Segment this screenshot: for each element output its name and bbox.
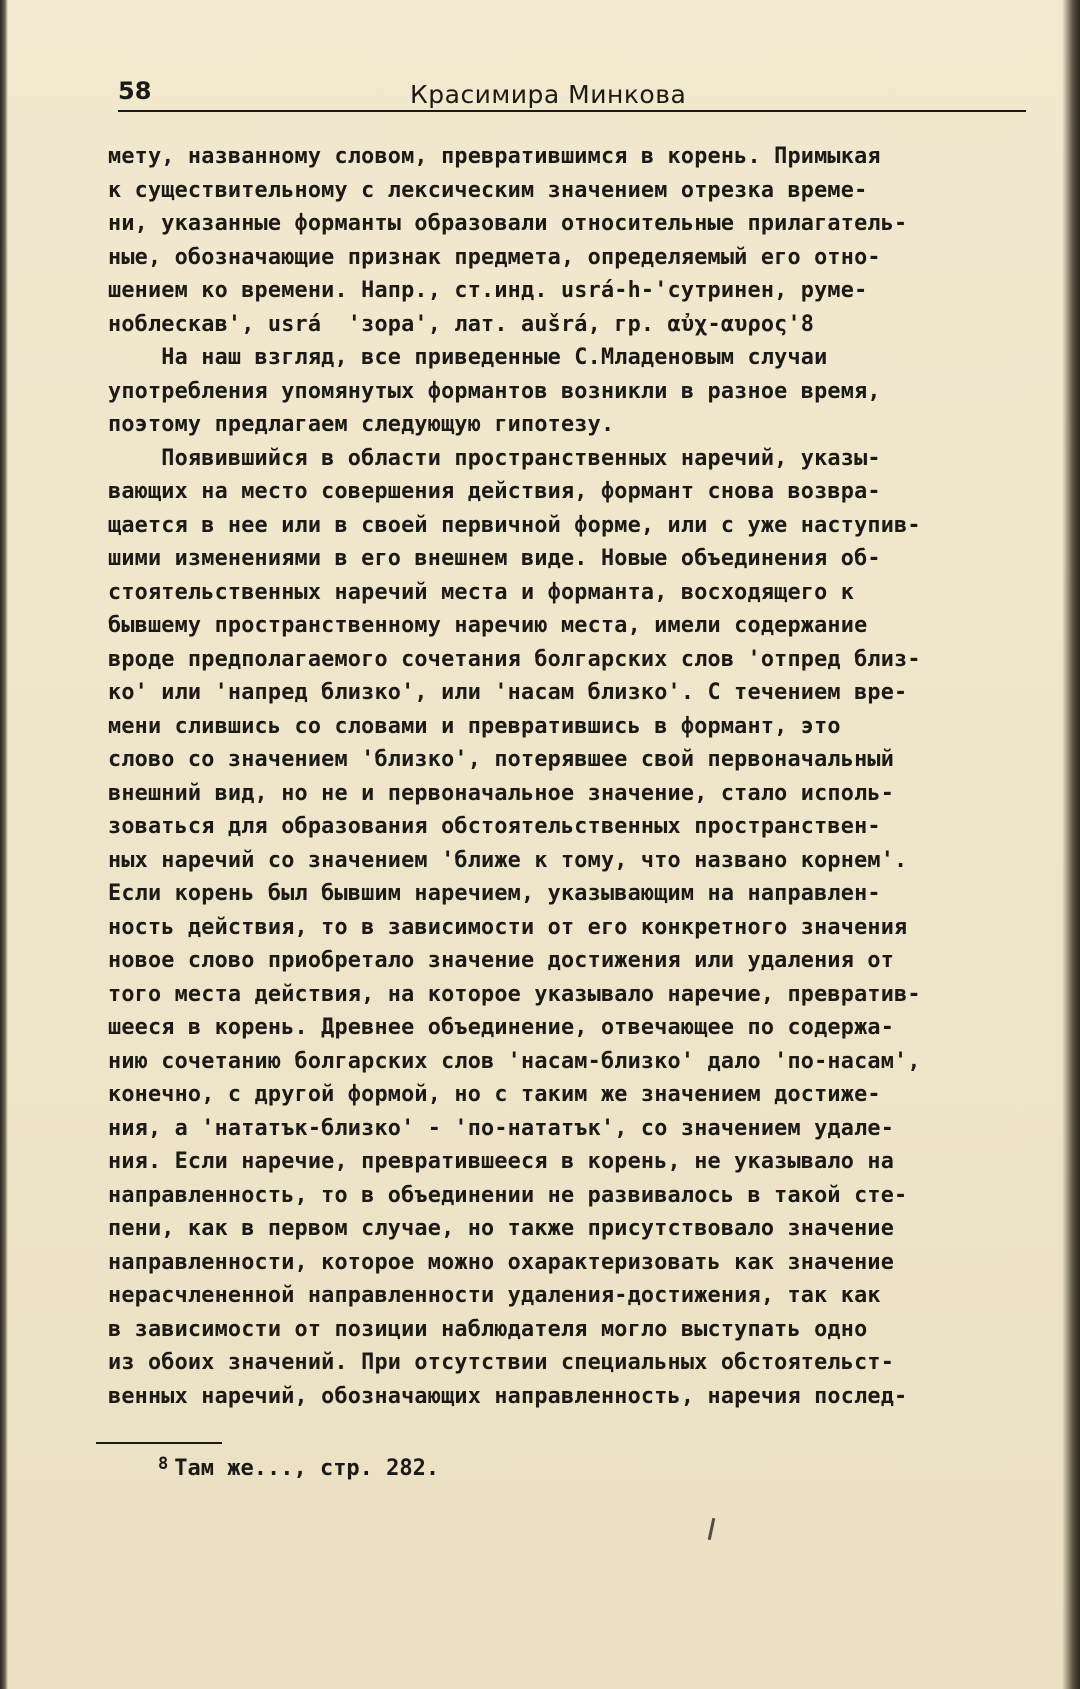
text-line: вающих на место совершения действия, формант снова возвра- xyxy=(108,479,881,504)
text-line: вроде предполагаемого сочетания болгарских слов 'отпред близ- xyxy=(108,646,921,672)
header-rule xyxy=(118,110,1026,112)
text-line: конечно, с другой формой, но с таким же значением достиже- xyxy=(108,1082,881,1107)
text-line: из обоих значений. При отсутствии специальных обстоятельст- xyxy=(108,1350,895,1375)
text-line: ноблескав', usrá 'зора', лат. aušrá, гр. αὐχ-αυρος'8 xyxy=(108,311,815,337)
text-line: зоваться для образования обстоятельственных пространствен- xyxy=(108,814,881,839)
text-line: стоятельственных наречий места и форманта, восходящего к xyxy=(108,579,855,605)
text-line: ния. Если наречие, превратившееся в корень, не указывало на xyxy=(108,1149,895,1174)
text-line: внешний вид, но не и первоначальное значение, стало исполь- xyxy=(108,780,895,806)
text-line: пени, как в первом случае, но также присутствовало значение xyxy=(108,1216,895,1241)
text-line: шееся в корень. Древнее объединение, отвечающее по содержа- xyxy=(108,1015,895,1040)
page-edge-shadow-left xyxy=(0,0,8,1689)
text-line: в зависимости от позиции наблюдателя могло выступать одно xyxy=(108,1316,868,1342)
body-text xyxy=(108,140,1038,1413)
text-line: того места действия, на которое указывало наречие, превратив- xyxy=(108,981,921,1007)
footnote-number: 8 xyxy=(158,1454,169,1474)
text-line: слово со значением 'близко', потерявшее свой первоначальный xyxy=(108,747,895,772)
footnote-rule xyxy=(96,1442,222,1444)
text-line: новое слово приобретало значение достижения или удаления от xyxy=(108,948,895,973)
text-line: нию сочетанию болгарских слов 'насам-близко' дало 'по-насам', xyxy=(108,1048,921,1074)
text-line: направленность, то в объединении не развивалось в такой сте- xyxy=(108,1182,908,1208)
page-header xyxy=(118,76,1026,116)
text-line: Если корень был бывшим наречием, указывающим на направлен- xyxy=(108,881,881,906)
text-line: На наш взгляд, все приведенные С.Младеновым случаи xyxy=(108,345,828,370)
text-line: бывшему пространственному наречию места, имели содержание xyxy=(108,613,868,638)
text-line: ных наречий со значением 'ближе к тому, что названо корнем'. xyxy=(108,847,908,873)
text-line: ность действия, то в зависимости от его конкретного значения xyxy=(108,914,908,940)
page-number: 58 xyxy=(118,77,152,105)
footnote xyxy=(158,1452,439,1487)
running-title: Красимира Минкова xyxy=(410,80,687,109)
text-line: шими изменениями в его внешнем виде. Новые объединения об- xyxy=(108,546,881,571)
text-line: ни, указанные форманты образовали относительные прилагатель- xyxy=(108,211,908,236)
footnote-text: Там же..., стр. 282. xyxy=(174,1456,440,1481)
text-line: употребления упомянутых формантов возникли в разное время, xyxy=(108,378,881,404)
text-line: поэтому предлагаем следующую гипотезу. xyxy=(108,412,615,437)
text-line: ния, а 'нататък-близко' - 'по-нататък', со значением удале- xyxy=(108,1115,895,1141)
text-line: ные, обозначающие признак предмета, определяемый его отно- xyxy=(108,244,881,270)
text-line: мету, названному словом, превратившимся в корень. Примыкая xyxy=(108,144,881,169)
text-line: венных наречий, обозначающих направленность, наречия послед- xyxy=(108,1383,908,1409)
text-line: мени слившись со словами и превратившись в формант, это xyxy=(108,713,841,739)
text-line: к существительному с лексическим значением отрезка време- xyxy=(108,177,868,203)
text-line: ко' или 'напред близко', или 'насам близко'. С течением вре- xyxy=(108,680,908,705)
text-line: щается в нее или в своей первичной форме, или с уже наступив- xyxy=(108,512,921,538)
text-line: шением ко времени. Напр., ст.инд. usrá-h-'сутринен, руме- xyxy=(108,278,868,303)
page-edge-shadow-right xyxy=(1062,0,1080,1689)
stray-pen-mark xyxy=(708,1518,716,1540)
text-line: Появившийся в области пространственных наречий, указы- xyxy=(108,445,881,471)
text-line: нерасчлененной направленности удаления-достижения, так как xyxy=(108,1283,881,1308)
text-line: направленности, которое можно охарактеризовать как значение xyxy=(108,1249,895,1275)
